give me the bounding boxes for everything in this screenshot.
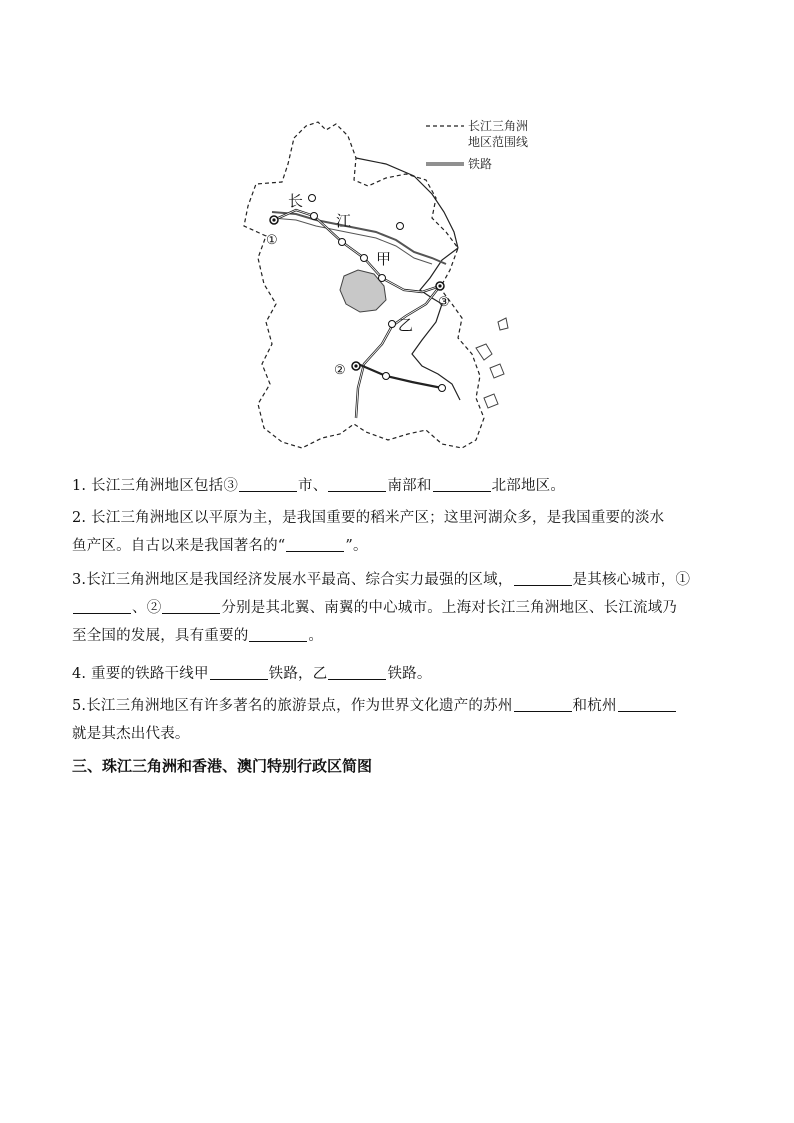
legend-boundary-2: 地区范围线 — [468, 135, 529, 149]
question-4 — [72, 660, 432, 688]
map-svg — [236, 108, 548, 458]
label-jia: 甲 — [376, 250, 392, 268]
q5-blank-2[interactable] — [618, 697, 676, 712]
legend-railway: 铁路 — [468, 157, 493, 171]
q1-text-a: 1. 长江三角洲地区包括③ — [72, 478, 239, 494]
q3-blank-3[interactable] — [162, 599, 220, 614]
q5-line-2: 就是其杰出代表。 — [72, 726, 190, 742]
label-n1: ① — [266, 233, 278, 248]
q1-blank-2[interactable] — [328, 477, 386, 492]
question-5 — [72, 692, 677, 748]
legend-boundary: 长江三角洲 — [468, 119, 529, 133]
q1-text-c: 南部和 — [387, 478, 432, 494]
q3-line-1a: 3.长江三角洲地区是我国经济发展水平最高、综合实力最强的区域， — [72, 572, 513, 588]
label-n3: ③ — [438, 295, 450, 310]
yangtze-delta-map — [236, 108, 548, 458]
label-chang: 长 — [288, 192, 304, 210]
q4-blank-2[interactable] — [328, 665, 386, 680]
question-1 — [72, 472, 565, 500]
question-3 — [72, 566, 690, 650]
q3-line-3b: 。 — [308, 628, 324, 644]
q3-blank-1[interactable] — [514, 571, 572, 586]
q4-text-a: 4. 重要的铁路干线甲 — [72, 666, 209, 682]
q5-line-1a: 5.长江三角洲地区有许多著名的旅游景点，作为世界文化遗产的苏州 — [72, 698, 513, 714]
q5-line-1b: 和杭州 — [572, 698, 617, 714]
q2-line-2a: 鱼产区。自古以来是我国著名的“ — [72, 538, 286, 554]
q3-blank-4[interactable] — [249, 627, 307, 642]
q4-blank-1[interactable] — [210, 665, 268, 680]
q3-line-1b: 是其核心城市，① — [572, 572, 691, 588]
q2-blank-1[interactable] — [286, 537, 344, 552]
q1-text-b: 市、 — [298, 478, 328, 494]
q1-blank-3[interactable] — [433, 477, 491, 492]
q3-line-2b: 分别是其北翼、南翼的中心城市。上海对长江三角洲地区、长江流域乃 — [221, 600, 678, 616]
q3-line-3a: 至全国的发展，具有重要的 — [72, 628, 249, 644]
q2-line-1: 2. 长江三角洲地区以平原为主，是我国重要的稻米产区；这里河湖众多，是我国重要的淡水 — [72, 510, 665, 526]
label-jiang: 江 — [336, 212, 352, 230]
q5-blank-1[interactable] — [514, 697, 572, 712]
yangtze-river — [272, 212, 446, 264]
q3-line-2a: 、② — [132, 600, 162, 616]
q4-text-b: 铁路，乙 — [268, 666, 328, 682]
question-2 — [72, 504, 664, 560]
q1-blank-1[interactable] — [239, 477, 297, 492]
q4-text-c: 铁路。 — [387, 666, 432, 682]
q2-line-2b: ”。 — [345, 538, 368, 554]
label-yi: 乙 — [398, 316, 414, 334]
label-n2: ② — [334, 363, 346, 378]
q1-text-d: 北部地区。 — [491, 478, 566, 494]
q3-blank-2[interactable] — [73, 599, 131, 614]
section-title: 三、珠江三角洲和香港、澳门特别行政区简图 — [72, 757, 373, 775]
railway-east — [358, 364, 442, 388]
